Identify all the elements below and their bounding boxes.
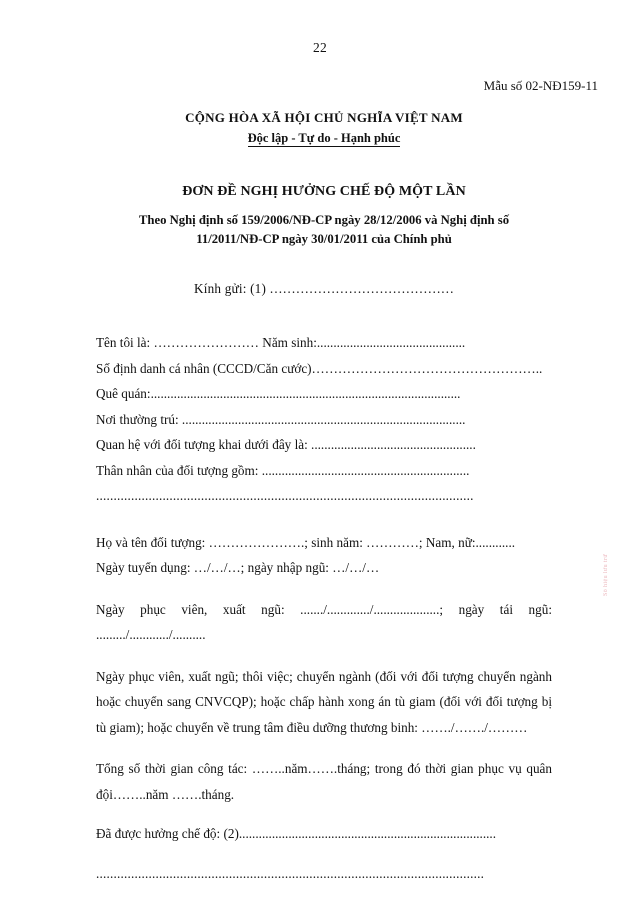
- page-number: 22: [313, 40, 327, 55]
- document-subtitle: [96, 211, 552, 249]
- field-relationship-to-subject[interactable]: Quan hệ với đối tượng khai dưới đây là: ..................................................: [96, 437, 476, 452]
- recipient-line: [96, 281, 552, 297]
- national-motto: [96, 130, 552, 147]
- national-title: CỘNG HÒA XÃ HỘI CHỦ NGHĨA VIỆT NAM: [185, 110, 463, 125]
- field-relatives-continuation[interactable]: ............................................................................................................: [96, 488, 474, 503]
- field-recruitment-and-enlistment-date[interactable]: Ngày tuyển dụng: …/…/…; ngày nhập ngũ: …/…/…: [96, 560, 380, 575]
- field-benefits-continuation[interactable]: ...............................................................................................................: [96, 865, 485, 881]
- field-total-service-time[interactable]: Tổng số thời gian công tác: ……..năm…….tháng; trong đó thời gian phục vụ quân đội……..năm …….tháng.: [96, 761, 552, 802]
- field-demobilization-and-reenlistment-date[interactable]: Ngày phục viên, xuất ngũ: ......./............./....................; ngày tái ngũ: ........./............/..........: [96, 601, 552, 642]
- recipient-label: Kính gửi: (1): [194, 281, 267, 296]
- field-benefits-already-received[interactable]: Đã được hưởng chế độ: (2)..............................................................................: [96, 826, 497, 841]
- recipient-dotted-field[interactable]: ……………………………………: [266, 281, 454, 296]
- field-demobilization-details[interactable]: Ngày phục viên, xuất ngũ; thôi việc; chuyển ngành (đối với đối tượng chuyển ngành hoặc chuyển sang CNVCQP); hoặc chấp hành xong án tù giam (đối với đối tượng bị tù giam); hoặc chuyển về trung tâm điều dưỡng thương binh: ……./……./………: [96, 668, 552, 735]
- document-title: ĐƠN ĐỀ NGHỊ HƯỞNG CHẾ ĐỘ MỘT LẦN: [182, 184, 466, 199]
- field-hometown[interactable]: Quê quán:..............................................................................................: [96, 386, 461, 401]
- field-subject-name-birth-gender[interactable]: Họ và tên đối tượng: ………………….; sinh năm: …………; Nam, nữ:............: [96, 534, 516, 550]
- document-subtitle-line-1: Theo Nghị định số 159/2006/NĐ-CP ngày 28/12/2006 và Nghị định số: [138, 213, 510, 227]
- field-full-name-and-birth-year[interactable]: Tên tôi là: …………………… Năm sinh:.............................................: [96, 335, 466, 350]
- form-body: [96, 330, 552, 886]
- form-code: Mẫu số 02-NĐ159-11: [483, 78, 598, 93]
- national-motto-text: Độc lập - Tự do - Hạnh phúc: [247, 131, 401, 145]
- document-content: [96, 108, 552, 886]
- field-personal-id-number[interactable]: Số định danh cá nhân (CCCD/Căn cước)……………………………………………..: [96, 360, 543, 376]
- field-relatives-of-subject[interactable]: Thân nhân của đối tượng gồm: ...............................................................: [96, 462, 470, 478]
- field-permanent-residence[interactable]: Nơi thường trú: ......................................................................................: [96, 411, 466, 427]
- scan-artifact-margin-mark: Số hiệu lưu trữ: [603, 553, 609, 596]
- document-subtitle-line-2: 11/2011/NĐ-CP ngày 30/01/2011 của Chính phủ: [196, 232, 452, 246]
